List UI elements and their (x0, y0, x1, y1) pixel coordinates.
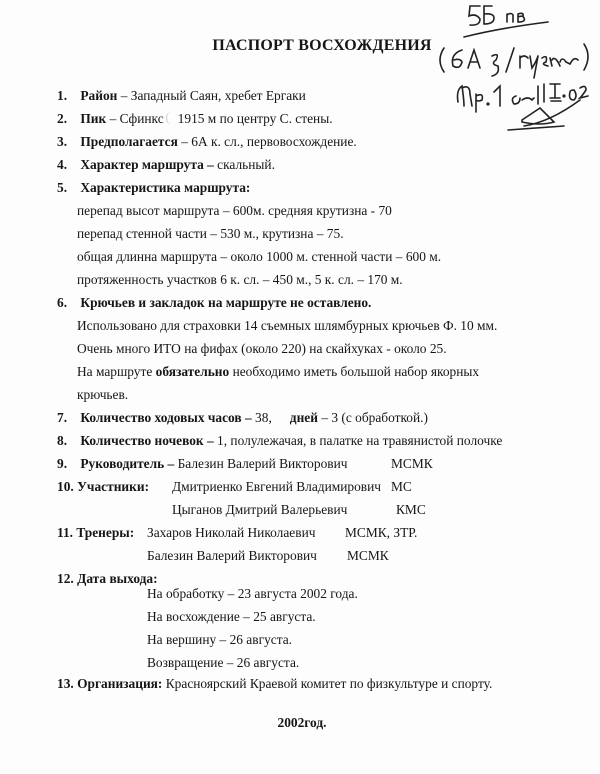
document-year: 2002год. (277, 715, 327, 730)
date-line: На вершину – 26 августа. (147, 632, 293, 647)
item-label: Дата выхода: (77, 571, 158, 586)
item-label: Предполагается (80, 134, 178, 149)
item-6 (57, 295, 371, 311)
separator: – (106, 111, 120, 126)
item-number: 3. (57, 134, 68, 149)
participant-name: Дмитриенко Евгений Владимирович (172, 479, 382, 494)
separator: – (177, 134, 192, 149)
item-7 (57, 410, 428, 426)
coach-name: Захаров Николай Николаевич (147, 525, 316, 540)
item-12 (57, 571, 158, 587)
item-1 (57, 88, 306, 104)
text-fragment: необходимо иметь большой набор якорных (229, 364, 480, 379)
item-label: Крючьев и закладок на маршруте не оставлено. (80, 295, 372, 310)
item-number: 10. (57, 479, 74, 494)
item-8 (57, 433, 502, 449)
route-detail-line: протяженность участков 6 к. сл. – 450 м., 5 к. сл. – 170 м. (77, 272, 403, 287)
participant-name: Цыганов Дмитрий Валерьевич (172, 502, 348, 517)
item-value: Западный Саян, хребет Ергаки (130, 88, 306, 103)
item-label: Участники: (77, 479, 150, 494)
item-number: 13. (57, 676, 74, 691)
coach-name: Балезин Валерий Викторович (147, 548, 317, 563)
item-value: скальный. (217, 157, 275, 172)
item-4 (57, 157, 275, 173)
item-2 (57, 111, 333, 127)
item-label: Организация: (77, 676, 163, 691)
item-11 (57, 525, 134, 541)
handwritten-annotation (420, 0, 600, 140)
item-number: 7. (57, 410, 68, 425)
separator: – (117, 88, 131, 103)
item-5 (57, 180, 250, 196)
separator: – (241, 410, 256, 425)
hooks-detail-line (77, 364, 479, 380)
item-number: 11. (57, 525, 73, 540)
date-line: Возвращение – 26 августа. (147, 655, 300, 670)
emphasis-text: обязательно (155, 364, 230, 379)
leader-rank: МСМК (391, 456, 433, 471)
route-detail-line: перепад высот маршрута – 600м. средняя крутизна - 70 (77, 203, 392, 218)
separator: – (164, 456, 178, 471)
item-3 (57, 134, 357, 150)
item-number: 1. (57, 88, 68, 103)
hooks-detail-line: крючьев. (77, 387, 129, 402)
route-detail-line: перепад стенной части – 530 м., крутизна – 75. (77, 226, 344, 241)
date-line: На обработку – 23 августа 2002 года. (147, 586, 358, 601)
item-number: 6. (57, 295, 68, 310)
separator: – (203, 433, 218, 448)
item-label: Район (80, 88, 118, 103)
item-number: 4. (57, 157, 68, 172)
item-number: 2. (57, 111, 68, 126)
participant-rank: КМС (396, 502, 426, 517)
document-title: ПАСПОРТ ВОСХОЖДЕНИЯ (212, 37, 432, 54)
item-9 (57, 456, 348, 472)
item-label: Характеристика маршрута: (80, 180, 251, 195)
item-13 (57, 676, 492, 692)
item-label: Характер маршрута (80, 157, 204, 172)
leader-name: Балезин Валерий Викторович (177, 456, 348, 471)
participant-rank: МС (391, 479, 412, 494)
item-label: Количество ходовых часов (80, 410, 242, 425)
text-fragment: На маршруте (77, 364, 156, 379)
item-label: Тренеры: (76, 525, 135, 540)
days-label: дней (289, 410, 318, 425)
item-number: 9. (57, 456, 68, 471)
peak-name: Сфинкс (119, 111, 164, 126)
item-value: 1, полулежачая, в палатке на травянистой полочке (217, 433, 503, 448)
coach-rank: МСМК, ЗТР. (345, 525, 418, 540)
item-label: Пик (80, 111, 107, 126)
hours-value: 38, (255, 410, 272, 425)
route-detail-line: общая длинна маршрута – около 1000 м. стенной части – 600 м. (77, 249, 442, 264)
item-label: Количество ночевок (80, 433, 204, 448)
item-number: 8. (57, 433, 68, 448)
item-value: Красноярский Краевой комитет по физкультуре и спорту. (165, 676, 493, 691)
item-10 (57, 479, 149, 495)
item-number: 5. (57, 180, 68, 195)
days-value: – 3 (с обработкой.) (321, 410, 428, 425)
item-value: 6А к. сл., первовосхождение. (191, 134, 357, 149)
date-line: На восхождение – 25 августа. (147, 609, 316, 624)
item-number: 12. (57, 571, 74, 586)
item-value: 1915 м по центру С. стены. (177, 111, 333, 126)
smudge-mark (166, 112, 176, 124)
hooks-detail-line: Использовано для страховки 14 съемных шлямбурных крючьев Ф. 10 мм. (77, 318, 498, 333)
separator: – (203, 157, 218, 172)
hooks-detail-line: Очень много ИТО на фифах (около 220) на скайхуках - около 25. (77, 341, 447, 356)
coach-rank: МСМК (347, 548, 389, 563)
item-label: Руководитель (80, 456, 165, 471)
